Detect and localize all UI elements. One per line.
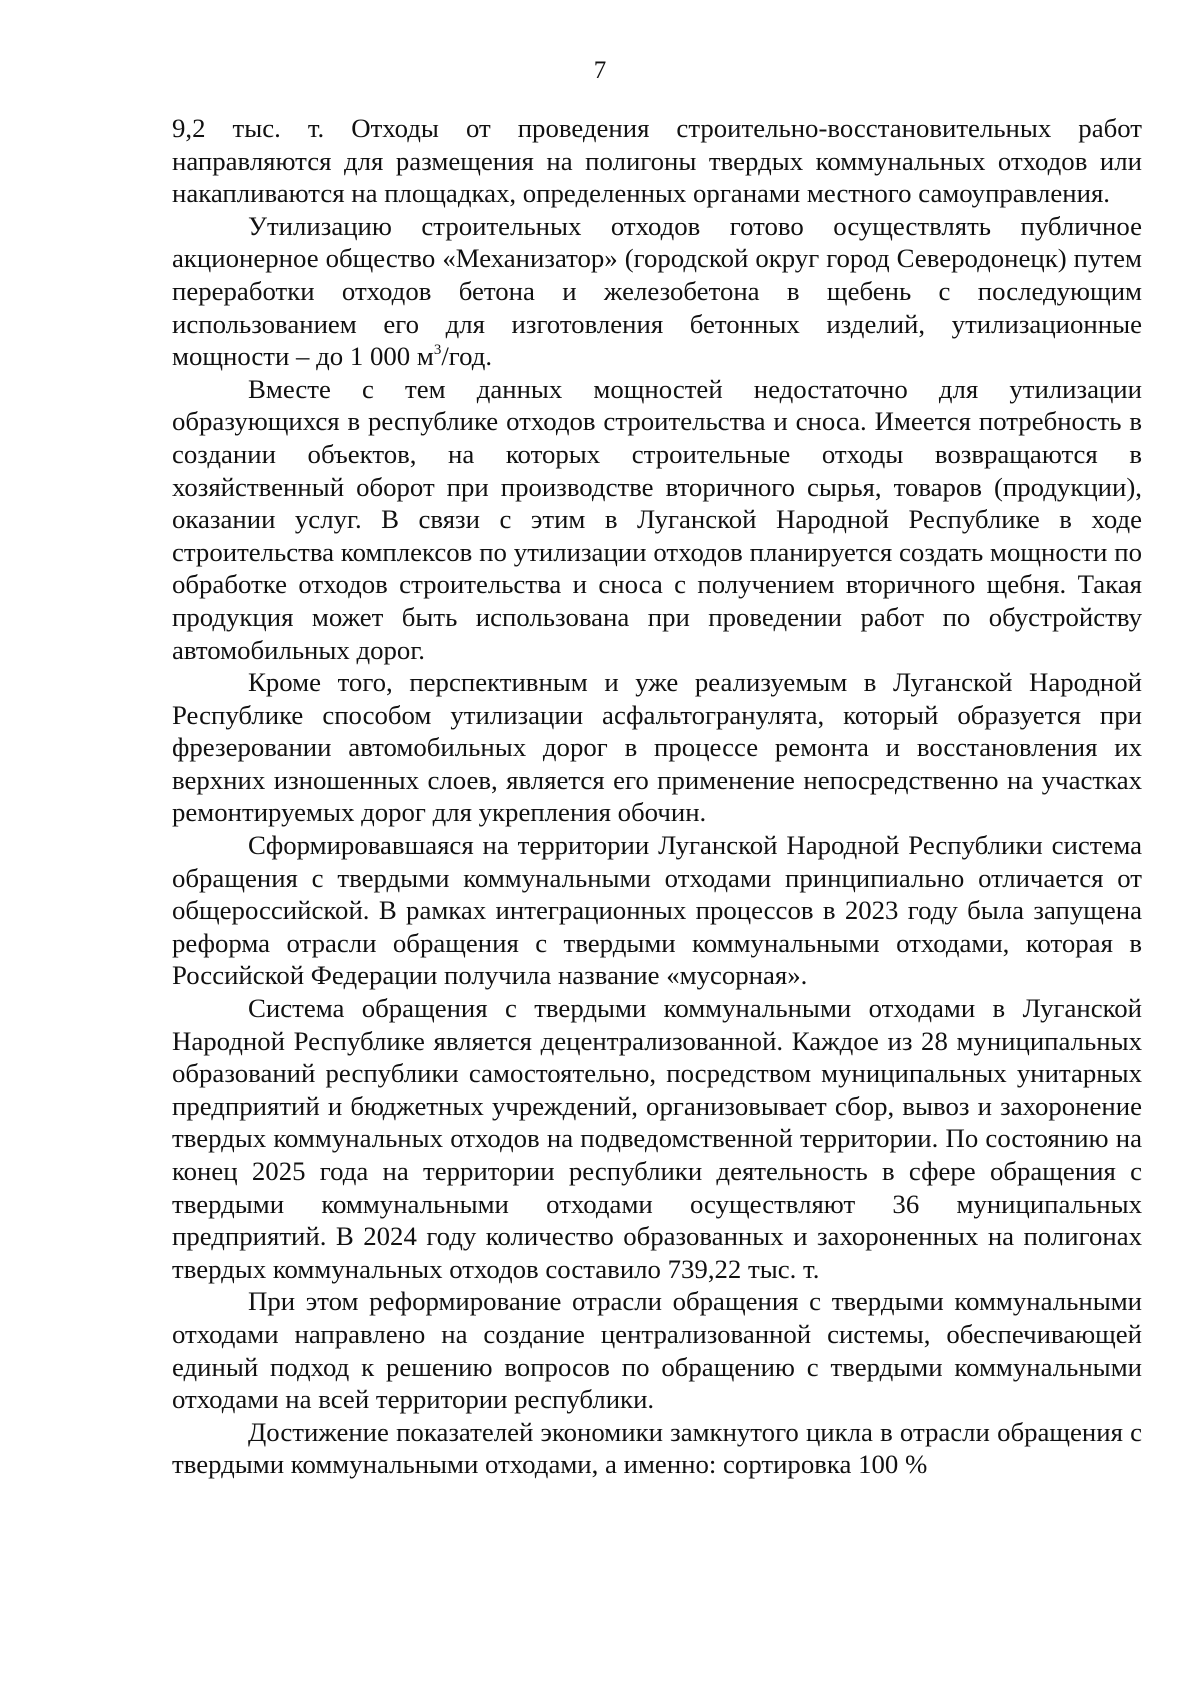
paragraph-1: 9,2 тыс. т. Отходы от проведения строительно-восстановительных работ направляются для размещения на полигоны твердых коммунальных отходов или накапливаются на площадках, определенных органами местного самоуправления. <box>172 113 1142 209</box>
paragraph-2 <box>172 210 1142 373</box>
paragraph-8: Достижение показателей экономики замкнутого цикла в отрасли обращения с твердыми коммунальными отходами, а именно: сортировка 100 % <box>172 1416 1142 1480</box>
document-body <box>172 112 1142 1481</box>
superscript-cubic: 3 <box>433 342 442 359</box>
paragraph-6: Система обращения с твердыми коммунальными отходами в Луганской Народной Республике является децентрализованной. Каждое из 28 муниципальных образований республики самостоятельно, посредством муниципальных унитарных предприятий и бюджетных учреждений, организовывает сбор, вывоз и захоронение твердых коммунальных отходов на подведомственной территории. По состоянию на конец 2025 года на территории республики деятельность в сфере обращения с твердыми коммунальными отходами осуществляют 36 муниципальных предприятий. В 2024 году количество образованных и захороненных на полигонах твердых коммунальных отходов составило 739,22 тыс. т. <box>172 993 1142 1284</box>
paragraph-7: При этом реформирование отрасли обращения с твердыми коммунальными отходами направлено на создание централизованной системы, обеспечивающей единый подход к решению вопросов по обращению с твердыми коммунальными отходами на всей территории республики. <box>172 1286 1142 1415</box>
paragraph-5: Сформировавшаяся на территории Луганской Народной Республики система обращения с твердыми коммунальными отходами принципиально отличается от общероссийской. В рамках интеграционных процессов в 2023 году была запущена реформа отрасли обращения с твердыми коммунальными отходами, которая в Российской Федерации получила название «мусорная». <box>172 830 1142 991</box>
paragraph-3: Вместе с тем данных мощностей недостаточно для утилизации образующихся в республике отходов строительства и сноса. Имеется потребность в создании объектов, на которых строительные отходы возвращаются в хозяйственный оборот при производстве вторичного сырья, товаров (продукции), оказании услуг. В связи с этим в Луганской Народной Республике в ходе строительства комплексов по утилизации отходов планируется создать мощности по обработке отходов строительства и сноса с получением вторичного щебня. Такая продукция может быть использована при проведении работ по обустройству автомобильных дорог. <box>172 373 1142 665</box>
paragraph-2-unit: /год. <box>441 341 493 372</box>
page-number: 7 <box>593 57 607 84</box>
paragraph-2-text: Утилизацию строительных отходов готово осуществлять публичное акционерное общество «Механизатор» (городской округ город Северодонецк) путем переработки отходов бетона и железобетона в щебень с последующим использованием его для изготовления бетонных изделий, утилизационные мощности – до 1 000 м <box>172 210 1142 372</box>
paragraph-4: Кроме того, перспективным и уже реализуемым в Луганской Народной Республике способом утилизации асфальтогранулята, который образуется при фрезеровании автомобильных дорог в процессе ремонта и восстановления их верхних изношенных слоев, является его применение непосредственно на участках ремонтируемых дорог для укрепления обочин. <box>172 667 1142 828</box>
